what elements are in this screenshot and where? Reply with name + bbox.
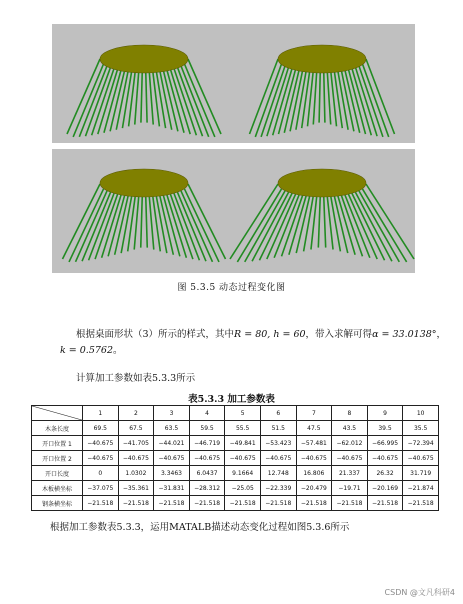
table-header-row (32, 406, 439, 421)
table-cell: −21.518 (83, 496, 119, 511)
table-cell: 67.5 (118, 421, 154, 436)
slat-leg (366, 184, 414, 259)
table-cell: 39.5 (367, 421, 403, 436)
table-cell: −40.675 (154, 451, 190, 466)
column-header: 2 (118, 406, 154, 421)
table-top-ellipse (100, 169, 188, 197)
slat-leg (135, 72, 139, 125)
row-label: 木板横坐标 (32, 481, 83, 496)
table-cell: −62.012 (332, 436, 368, 451)
table-cell: −21.518 (118, 496, 154, 511)
column-header: 1 (83, 406, 119, 421)
table-cell: −35.361 (118, 481, 154, 496)
paragraph-text: 。 (113, 345, 123, 356)
table-cell: −57.481 (296, 436, 332, 451)
table-cell: −66.995 (367, 436, 403, 451)
table-row (32, 481, 439, 496)
table-cell: 63.5 (154, 421, 190, 436)
plot-2 (250, 45, 395, 137)
alpha-value: α = 33.0138° (372, 329, 437, 340)
column-header: 6 (260, 406, 296, 421)
table-cell: 16.806 (296, 466, 332, 481)
table-row (32, 436, 439, 451)
row-label: 木条长度 (32, 421, 83, 436)
table-cell: −28.312 (189, 481, 225, 496)
table-cell: −40.675 (118, 451, 154, 466)
slat-leg (102, 195, 122, 258)
table-cell: −25.05 (225, 481, 261, 496)
slat-leg (167, 195, 187, 258)
column-header: 9 (367, 406, 403, 421)
row-label: 开口位置 2 (32, 451, 83, 466)
slat-leg (319, 72, 320, 123)
plot-4 (230, 169, 414, 262)
table-cell: −21.518 (403, 496, 439, 511)
parameter-table (31, 405, 439, 511)
slat-leg (141, 72, 142, 123)
slat-leg (237, 189, 281, 262)
table-cell: 3.3463 (154, 466, 190, 481)
table-top-ellipse (278, 45, 366, 73)
table-cell: 0 (83, 466, 119, 481)
table-cell: −72.394 (403, 436, 439, 451)
slat-leg (250, 59, 279, 134)
paragraph-text: ， (436, 329, 447, 340)
row-label: 开口位置 1 (32, 436, 83, 451)
table-top-ellipse (278, 169, 366, 197)
table-cell: −22.339 (260, 481, 296, 496)
paragraph-k (60, 344, 123, 358)
slat-leg (313, 72, 316, 125)
column-header: 5 (225, 406, 261, 421)
plot-1 (67, 45, 221, 137)
k-value: k = 0.5762 (60, 345, 113, 356)
table-cell: 47.5 (296, 421, 332, 436)
slat-leg (324, 197, 326, 248)
figure-panel-top (52, 24, 415, 143)
slat-leg (146, 197, 148, 248)
table-cell: −40.675 (189, 451, 225, 466)
table-top-ellipse (100, 45, 188, 73)
slat-leg (324, 72, 325, 123)
table-cell: 21.337 (332, 466, 368, 481)
table-cell: −21.518 (367, 496, 403, 511)
table-cell: 55.5 (225, 421, 261, 436)
table-cell: 6.0437 (189, 466, 225, 481)
table-cell: −40.675 (83, 451, 119, 466)
slat-leg (366, 59, 395, 134)
table-corner-cell (32, 406, 83, 421)
table-cell: 12.748 (260, 466, 296, 481)
column-header: 3 (154, 406, 190, 421)
table-cell: −31.831 (154, 481, 190, 496)
column-header: 10 (403, 406, 439, 421)
table-cell: −40.675 (83, 436, 119, 451)
table-cell: 9.1664 (225, 466, 261, 481)
table-cell: −53.423 (260, 436, 296, 451)
table-row (32, 421, 439, 436)
table-cell: −20.169 (367, 481, 403, 496)
slat-leg (359, 66, 383, 137)
table-row (32, 466, 439, 481)
table-cell: 1.0302 (118, 466, 154, 481)
paragraph-solution (76, 328, 446, 342)
variables-text: R = 80, h = 60 (234, 329, 306, 340)
paragraph-text: 根据桌面形状（3）所示的样式，其中 (76, 329, 235, 340)
table-cell: −21.518 (260, 496, 296, 511)
paragraph-matlab: 根据加工参数表5.3.3，运用MATALB描述动态变化过程如图5.3.6所示 (50, 522, 350, 533)
slat-leg (282, 195, 303, 256)
table-row (32, 496, 439, 511)
table-cell: 43.5 (332, 421, 368, 436)
table-cell: −21.518 (296, 496, 332, 511)
column-header: 8 (332, 406, 368, 421)
dynamic-process-plots-top (52, 24, 415, 143)
column-header: 7 (296, 406, 332, 421)
paragraph-table-intro: 计算加工参数如表5.3.3所示 (76, 373, 196, 384)
slat-leg (327, 72, 330, 125)
table-row (32, 451, 439, 466)
table-cell: −37.075 (83, 481, 119, 496)
table-title: 表5.3.3 加工参数表 (188, 394, 275, 405)
slat-leg (230, 184, 278, 259)
table-cell: −40.675 (260, 451, 296, 466)
column-header: 4 (189, 406, 225, 421)
table-cell: 59.5 (189, 421, 225, 436)
table-cell: −49.841 (225, 436, 261, 451)
slat-leg (146, 72, 147, 123)
slat-leg (318, 197, 320, 248)
figure-panel-bottom (52, 149, 415, 273)
slat-leg (141, 197, 143, 248)
table-cell: −40.675 (225, 451, 261, 466)
dynamic-process-plots-bottom (52, 149, 415, 273)
table-cell: −21.518 (154, 496, 190, 511)
table-cell: −19.71 (332, 481, 368, 496)
figure-caption: 图 5.3.5 动态过程变化图 (177, 283, 286, 293)
row-label: 钢条横坐标 (32, 496, 83, 511)
table-cell: −40.675 (296, 451, 332, 466)
table-cell: −21.518 (189, 496, 225, 511)
slat-leg (149, 72, 153, 125)
paragraph-text: ，带入求解可得 (305, 329, 373, 340)
slat-leg (98, 69, 118, 134)
watermark: CSDN @文凡科研4 (384, 588, 455, 597)
slat-leg (362, 189, 406, 262)
table-cell: 35.5 (403, 421, 439, 436)
slat-leg (341, 195, 362, 256)
plot-3 (63, 169, 226, 262)
table-cell: −40.675 (367, 451, 403, 466)
table-cell: 26.32 (367, 466, 403, 481)
table-cell: −40.675 (403, 451, 439, 466)
table-cell: 51.5 (260, 421, 296, 436)
table-cell: −46.719 (189, 436, 225, 451)
row-label: 开口长度 (32, 466, 83, 481)
slat-leg (261, 66, 285, 137)
table-cell: −41.705 (118, 436, 154, 451)
slat-leg (170, 69, 190, 134)
table-cell: −21.874 (403, 481, 439, 496)
table-cell: −44.021 (154, 436, 190, 451)
table-cell: −40.675 (332, 451, 368, 466)
table-cell: 69.5 (83, 421, 119, 436)
table-cell: −20.479 (296, 481, 332, 496)
table-cell: −21.518 (225, 496, 261, 511)
table-cell: 31.719 (403, 466, 439, 481)
table-cell: −21.518 (332, 496, 368, 511)
